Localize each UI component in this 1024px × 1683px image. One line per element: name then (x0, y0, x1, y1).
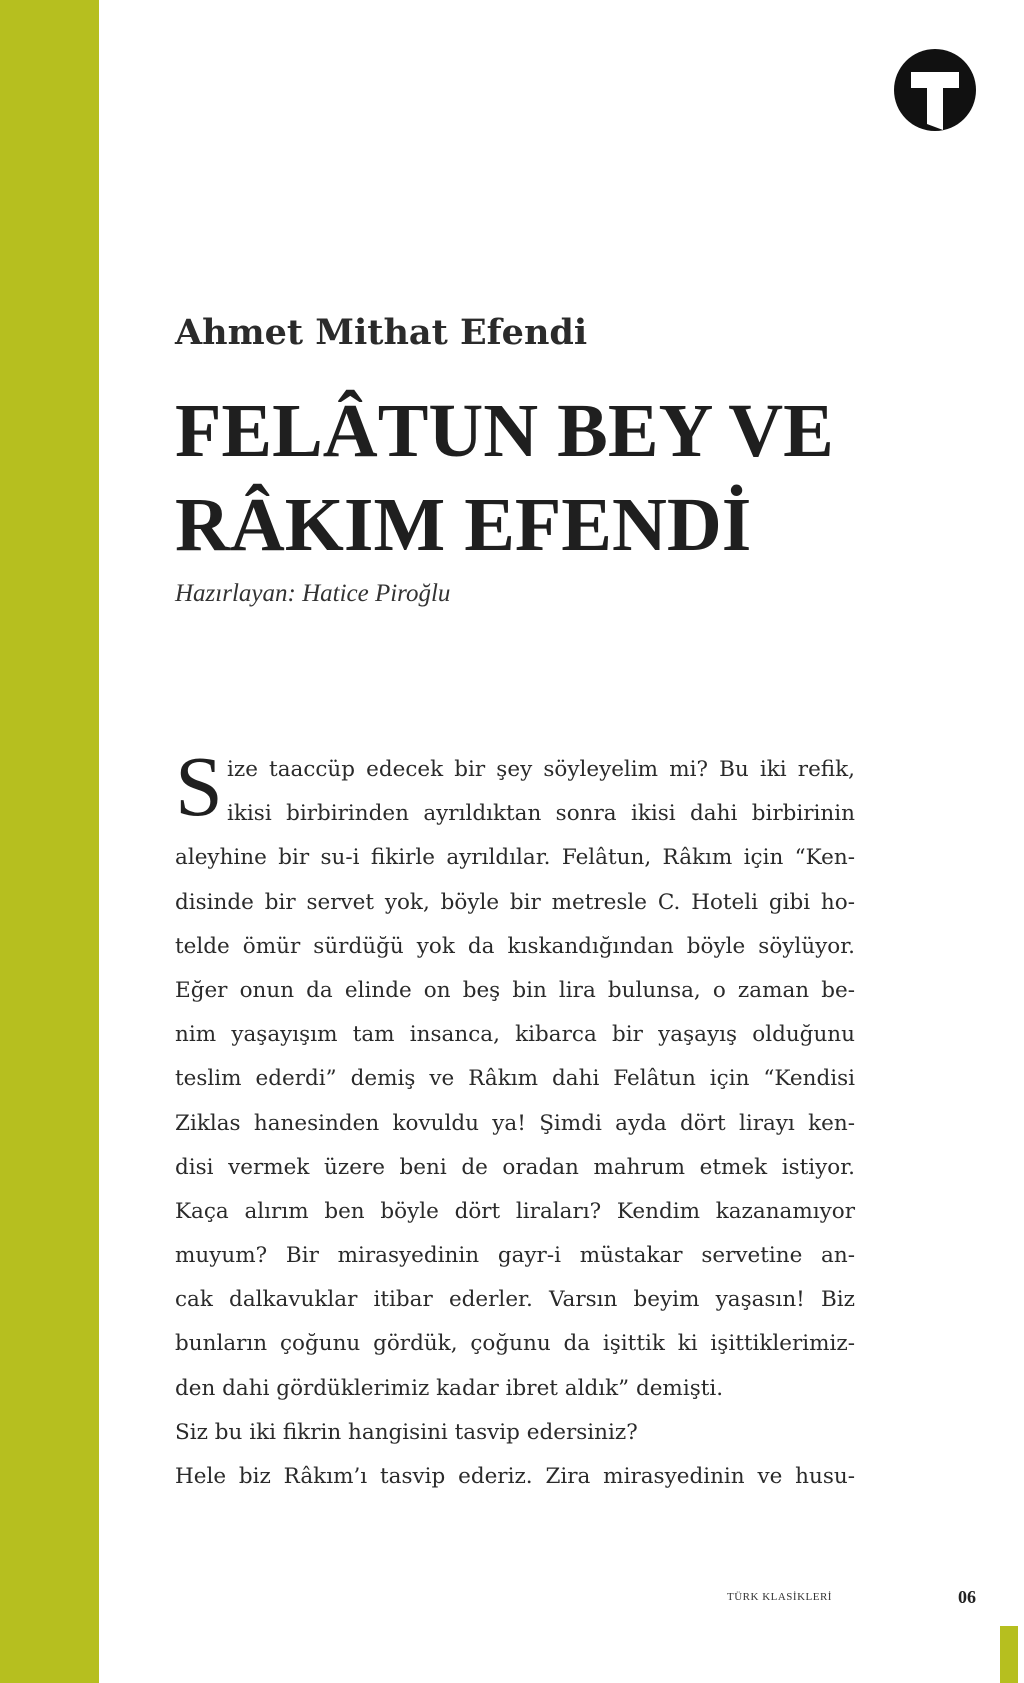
author-name: Ahmet Mithat Efendi (175, 312, 588, 353)
excerpt-line: telde ömür sürdüğü yok da kıskandığından böyle söylüyor. (175, 933, 855, 959)
excerpt-line: Eğer onun da elinde on beş bin lira bulunsa, o zaman be- (175, 977, 855, 1003)
excerpt-line: ikisi birbirinden ayrıldıktan sonra ikisi dahi birbirinin (227, 801, 855, 827)
excerpt-line: muyum? Bir mirasyedinin gayr-i müstakar servetine an- (175, 1243, 855, 1269)
page-tab-marker (1000, 1626, 1018, 1683)
excerpt-line: cak dalkavuklar itibar ederler. Varsın beyim yaşasın! Biz (175, 1287, 855, 1313)
excerpt-line: disi vermek üzere beni de oradan mahrum etmek istiyor. (175, 1154, 855, 1180)
excerpt-line: Hele biz Râkım’ı tasvip ederiz. Zira mirasyedinin ve husu- (175, 1464, 855, 1489)
excerpt-line: ize taaccüp edecek bir şey söyleyelim mi? Bu iki refik, (227, 757, 855, 782)
title-line-1: FELÂTUN BEY VE (175, 389, 834, 473)
excerpt-text (175, 738, 855, 1499)
editor-credit: Hazırlayan: Hatice Piroğlu (175, 580, 451, 607)
excerpt-line: teslim ederdi” demiş ve Râkım dahi Felâtun için “Kendisi (175, 1066, 855, 1092)
excerpt-line: bunların çoğunu gördük, çoğunu da işittik ki işittiklerimiz- (175, 1331, 855, 1357)
excerpt-line: disinde bir servet yok, böyle bir metresle C. Hoteli gibi ho- (175, 889, 855, 915)
excerpt-line: aleyhine bir su-i fikirle ayrıldılar. Felâtun, Râkım için “Ken- (175, 845, 855, 871)
cover-accent-bar (0, 0, 99, 1683)
excerpt-line: Siz bu iki fikrin hangisini tasvip edersiniz? (175, 1419, 638, 1445)
series-name: TÜRK KLASİKLERİ (727, 1591, 832, 1603)
excerpt-line: Kaça alırım ben böyle dört liraları? Kendim kazanamıyor (175, 1198, 855, 1224)
excerpt-line: nim yaşayışım tam insanca, kibarca bir yaşayış olduğunu (175, 1022, 855, 1048)
page-number: 06 (958, 1587, 976, 1607)
title-line-2: RÂKIM EFENDİ (175, 483, 752, 567)
excerpt-line: den dahi gördüklerimiz kadar ibret aldık” demişti. (175, 1375, 724, 1401)
publisher-logo-icon (893, 48, 977, 132)
excerpt-line: Ziklas hanesinden kovuldu ya! Şimdi ayda dört lirayı ken- (175, 1110, 855, 1136)
book-title (175, 384, 834, 572)
drop-cap: S (175, 738, 223, 834)
